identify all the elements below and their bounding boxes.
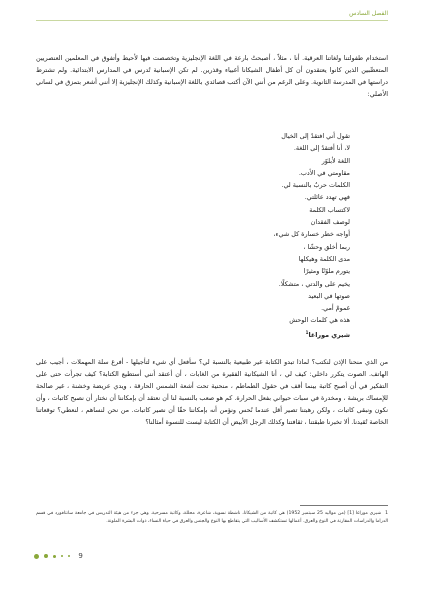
poem-line: غمومٌ أمي. — [321, 304, 350, 313]
chapter-header: الفصل السادس — [349, 10, 388, 17]
footnote-number: 1 — [385, 511, 388, 516]
page-footer — [34, 552, 83, 560]
decorative-dot-icon — [34, 554, 39, 559]
footnote — [36, 510, 388, 526]
poem-line: يتورم ملوّنًا ومثيرًا — [303, 267, 350, 276]
footnote-divider — [300, 505, 388, 506]
decorative-dot-icon — [61, 555, 63, 557]
poem-author-name: شيري موراغا — [308, 330, 350, 339]
poem-block — [150, 130, 350, 339]
poem-line: يخيم على والدتي ، متشكلًا. — [278, 279, 350, 288]
decorative-dot-icon — [68, 555, 70, 557]
poem-line: لاكتساب الكلمة — [309, 205, 350, 214]
poem-line: لا، أنا أفتقدُ إلى اللغة. — [293, 144, 350, 153]
poem-line: مدى الكلمة وهيكلها — [298, 254, 350, 263]
poem-line: هذه هي كلمات الوحش — [289, 316, 350, 325]
footnote-text: شيري موراغا [1] (من مواليد 25 سبتمبر 1952) هي كاتبة من الشيكانا، ناشطة نسوية، شاعرة، محللة، وكاتبة مسرحية. وهي جزء من هيئة التدريس في جامعة سانتافورد في قسم الدراما والدراسات المقارنة في النوع والعرق. أعمالها تستكشف الأساليب التي يتقاطع بها النوع والجنس والعرق في حياة النساء، ذوات البشرة الملونة. — [36, 511, 388, 524]
intro-paragraph: استخدام طفولتنا ولغاتنا العرقية. أنا ، مثلاً ، أصبحتُ بارعة في اللغة الإنجليزية وتخصصت فيها لأحيط وأتفوق في المعلمين العنصريين المتعصِّبين الذين كانوا يعتقدون أن كل أطفال الشيكانا أغبياء وقذرين. لم تكن الإسبانية تُدرس في المدارس الابتدائية. ولم تشترط دراستها في المدرسة الثانوية. وعلى الرغم من أنني الآن أكتب قصائدي باللغة الإسبانية وكذلك الإنجليزية إلا أنني أشعر بتمزق في لساني الأصلي: — [36, 54, 388, 98]
poem-line: فهي تهدد عائلتي. — [304, 193, 350, 202]
poem-author — [150, 327, 350, 339]
poem-line: صوتها في البعيد — [308, 291, 350, 300]
decorative-dot-icon — [44, 554, 48, 558]
body-paragraph: من الذي منحنا الإذن لنكتب؟ لماذا تبدو الكتابة غير طبيعية بالنسبة لي؟ سأفعل أي شيء لتأجيلها - أفرغ سلة المهملات ، أجيب على الهاتف. الصوت يتكرر داخلي: كيف لي ، أنا الشيكانية الفقيرة من الغابات ، أن أعتقد أنني أستطيع الكتابة؟ كيف تجرأت حتى على التفكير في أن أصبح كاتبة بينما أقف في حقول الطماطم ، منحنية تحت أشعة الشمس الحارقة ، ويدي عريضة وخشنة ، غير صالحة للإمساك بريشة ، ومخدرة في سبات حيواني بفعل الحرارة. كم هو صعب بالنسبة لنا أن نعتقد أن بإمكاننا أن نختار أن نصبح كاتبات ، وأن نكون ونبقى كاتبات ، ولكن رهبتنا تصير أقل عندما نُحس ونؤمن أنه بإمكاننا حقًا أن نصير كاتبات. من نحن لنساهم ، لنعطي؟ توقعاتنا الخاصة تُقيدنا. ألا تخبرنا طبقتنا ، ثقافتنا وكذلك الرجل الأبيض أن الكتابة ليست للنسوة أمثالنا؟ — [36, 358, 388, 426]
poem-line: أواجه خطر خسارة كل شيء، — [273, 230, 350, 239]
page-number: 9 — [78, 552, 83, 560]
poem-line: ربما أخلق وحشًا ، — [303, 242, 350, 251]
decorative-dot-icon — [53, 555, 56, 558]
poem-line: الكلمات حربٌ بالنسبة لي. — [281, 181, 350, 190]
footnote-reference: 1 — [305, 329, 309, 335]
header-divider — [36, 20, 388, 21]
poem-line: مقاومتي في الأدب. — [298, 168, 350, 177]
poem-line: اللغة لأبلوّر — [321, 156, 350, 165]
poem-line: لوصف الفقدان — [310, 218, 350, 227]
poem-line: تقول أني افتقدُ إلى الخيال — [281, 132, 350, 140]
